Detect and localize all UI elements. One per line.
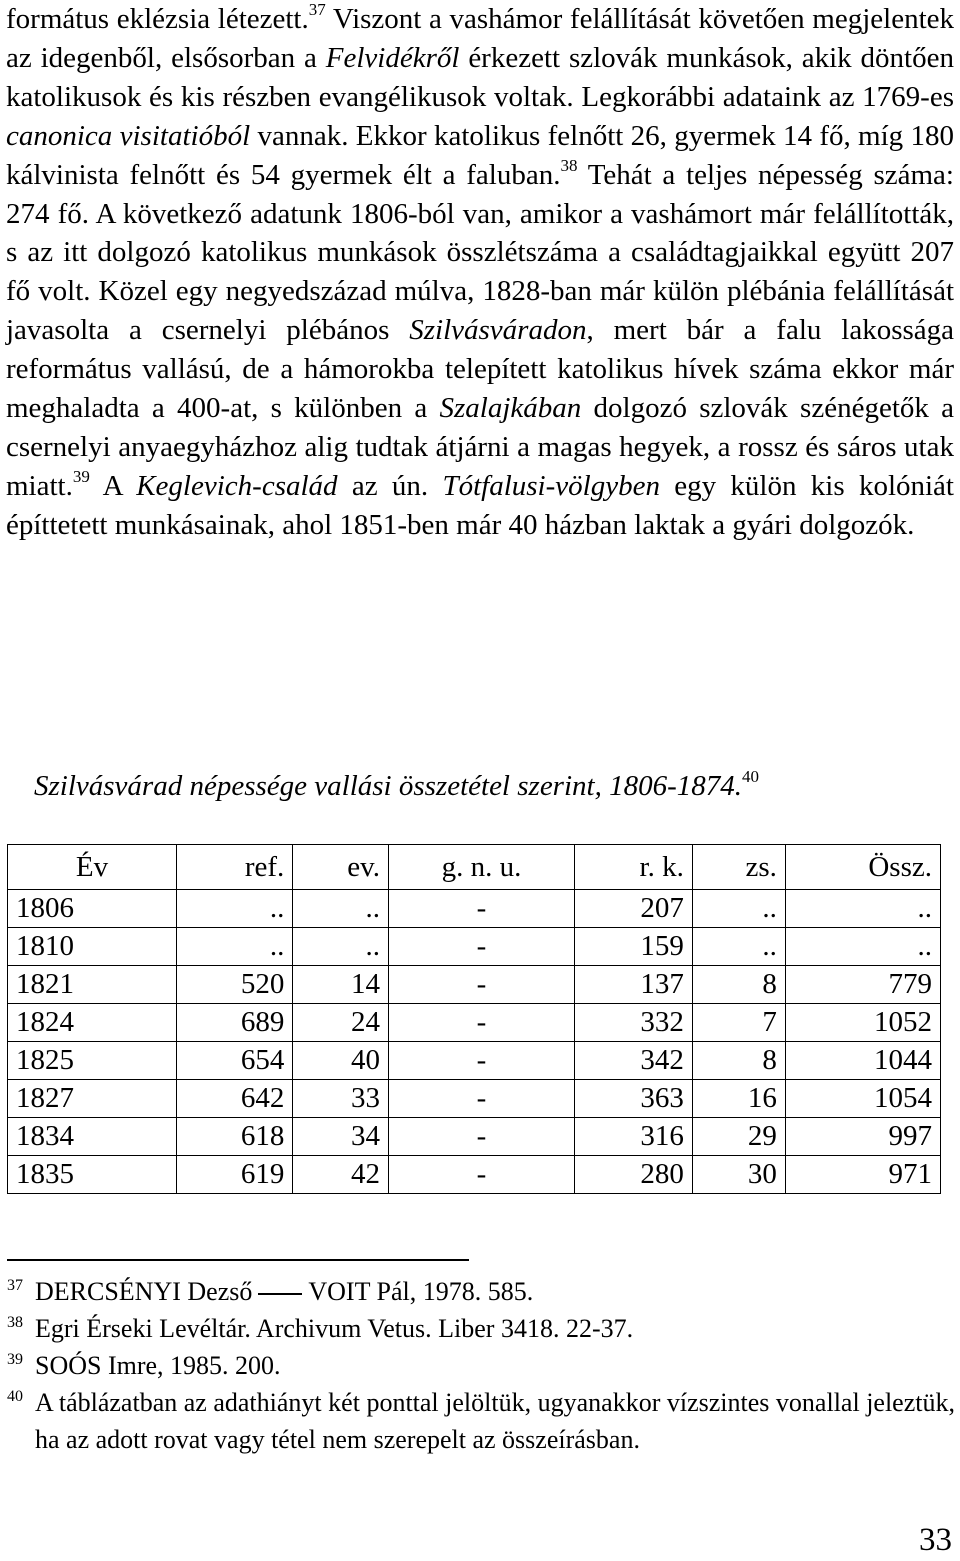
cell-ref: 689 [177, 1004, 293, 1042]
text-run: érkezett szlovák munkások, akik döntően katolikusok és kis részben evangélikusok voltak. Legkorábbi adataink az 1769-es [6, 41, 954, 113]
cell-ev: .. [293, 928, 389, 966]
footnote-text: A táblázatban az adathiányt két ponttal jelöltük, ugyanakkor vízszintes vonallal jeleztük, ha az adott rovat vagy tétel nem szerepelt az összeírásban. [35, 1388, 955, 1454]
cell-gnu: - [388, 928, 574, 966]
footnote-ref-39[interactable]: 39 [72, 467, 90, 487]
text-run: Tehát a teljes népesség száma: 274 fő. A következő adatunk 1806-ból van, amikor a vashámort már felállították, s az itt dolgozó katolikus munkások összlétszáma a családtagjaikkal együtt 207 fő volt. Közel egy negyedszázad múlva, 1828-ban már külön plébánia felállítását javasolta a csernelyi plébános [6, 158, 954, 347]
body-paragraph [6, 0, 954, 545]
header-year: Év [8, 845, 177, 890]
cell-total: 997 [785, 1118, 940, 1156]
footnote-number: 39 [7, 1351, 23, 1368]
cell-zs: 8 [692, 1042, 785, 1080]
footnotes [7, 1273, 955, 1458]
cell-gnu: - [388, 1118, 574, 1156]
cell-rk: 207 [574, 890, 692, 928]
cell-ref: .. [177, 928, 293, 966]
table-row [8, 966, 941, 1004]
cell-ref: 654 [177, 1042, 293, 1080]
cell-zs: 16 [692, 1080, 785, 1118]
table-row [8, 1118, 941, 1156]
footnote-separator [7, 1259, 469, 1261]
text-run: A [89, 469, 137, 502]
table-row [8, 1042, 941, 1080]
cell-rk: 363 [574, 1080, 692, 1118]
cell-year: 1824 [8, 1004, 177, 1042]
cell-rk: 316 [574, 1118, 692, 1156]
footnote-37 [7, 1273, 955, 1310]
italic-place-name: Szilvásváradon [409, 314, 587, 347]
cell-gnu: - [388, 1080, 574, 1118]
cell-year: 1825 [8, 1042, 177, 1080]
italic-place-name: Keglevich-család [136, 469, 338, 502]
text-run: dolgozó szlovák szénégetők a csernelyi anyaegyházhoz alig tudtak átjárni a magas hegyek, a rossz és sáros utak miatt. [6, 392, 954, 502]
footnote-text: SOÓS Imre, 1985. 200. [35, 1351, 281, 1380]
table-row [8, 1080, 941, 1118]
cell-year: 1827 [8, 1080, 177, 1118]
cell-year: 1834 [8, 1118, 177, 1156]
cell-ev: 33 [293, 1080, 389, 1118]
footnote-40 [7, 1384, 955, 1458]
footnote-text [35, 1273, 955, 1310]
cell-zs: 29 [692, 1118, 785, 1156]
table-row [8, 890, 941, 928]
header-ev: ev. [293, 845, 389, 890]
text-run: az ún. [337, 469, 443, 502]
dash-separator [258, 1293, 302, 1295]
cell-gnu: - [388, 1004, 574, 1042]
cell-zs: .. [692, 890, 785, 928]
cell-total: 1044 [785, 1042, 940, 1080]
cell-total: .. [785, 928, 940, 966]
cell-zs: .. [692, 928, 785, 966]
text-run: egy külön kis kolóniát építtetett munkásainak, ahol 1851-ben már 40 házban laktak a gyári dolgozók. [6, 469, 954, 541]
header-gnu: g. n. u. [388, 845, 574, 890]
text-run: vannak. Ekkor katolikus felnőtt 26, gyermek 14 fő, míg 180 kálvinista felnőtt és 54 gyermek élt a faluban. [6, 119, 954, 191]
population-table [7, 844, 941, 1194]
cell-total: 971 [785, 1156, 940, 1194]
cell-total: 779 [785, 966, 940, 1004]
cell-ev: 40 [293, 1042, 389, 1080]
footnote-author: VOIT Pál, 1978. 585. [308, 1277, 534, 1306]
header-zs: zs. [692, 845, 785, 890]
table-row [8, 928, 941, 966]
cell-year: 1806 [8, 890, 177, 928]
table-row [8, 1156, 941, 1194]
cell-ev: 24 [293, 1004, 389, 1042]
text-run: formátus eklézsia létezett. [6, 3, 309, 35]
italic-latin-term: canonica visitatióból [6, 119, 251, 152]
header-total: Össz. [785, 845, 940, 890]
cell-rk: 280 [574, 1156, 692, 1194]
footnote-ref-40[interactable]: 40 [742, 767, 759, 787]
cell-rk: 137 [574, 966, 692, 1004]
italic-place-name: Szalajkában [439, 392, 582, 425]
cell-total: .. [785, 890, 940, 928]
cell-year: 1810 [8, 928, 177, 966]
italic-place-name: Tótfalusi-völgyben [442, 469, 660, 502]
footnote-number: 37 [7, 1277, 23, 1294]
cell-ref: 618 [177, 1118, 293, 1156]
cell-zs: 7 [692, 1004, 785, 1042]
cell-year: 1835 [8, 1156, 177, 1194]
footnote-38 [7, 1310, 955, 1347]
cell-gnu: - [388, 966, 574, 1004]
cell-gnu: - [388, 1156, 574, 1194]
footnote-number: 40 [7, 1388, 23, 1405]
footnote-39 [7, 1347, 955, 1384]
cell-rk: 159 [574, 928, 692, 966]
footnote-number: 38 [7, 1314, 23, 1331]
cell-gnu: - [388, 890, 574, 928]
text-run: , mert bár a falu lakossága református vallású, de a hámorokba telepített katolikus hívek száma ekkor már meghaladta a 400-at, s különben a [6, 314, 955, 425]
cell-ev: 34 [293, 1118, 389, 1156]
cell-total: 1052 [785, 1004, 940, 1042]
cell-ref: .. [177, 890, 293, 928]
cell-rk: 332 [574, 1004, 692, 1042]
table-caption [34, 767, 759, 803]
cell-ref: 619 [177, 1156, 293, 1194]
cell-ref: 520 [177, 966, 293, 1004]
text-run: Viszont a vashámor felállítását követően megjelentek az idegenből, elsősorban a [6, 3, 955, 74]
cell-gnu: - [388, 1042, 574, 1080]
footnote-author: DERCSÉNYI Dezső [35, 1277, 253, 1306]
table-header-row [8, 845, 941, 890]
cell-ev: 42 [293, 1156, 389, 1194]
page-number: 33 [919, 1522, 952, 1558]
footnote-ref-38[interactable]: 38 [560, 155, 578, 175]
italic-place-name: Felvidékről [325, 41, 460, 74]
cell-year: 1821 [8, 966, 177, 1004]
cell-zs: 8 [692, 966, 785, 1004]
cell-ev: .. [293, 890, 389, 928]
footnote-text: Egri Érseki Levéltár. Archivum Vetus. Liber 3418. 22-37. [35, 1314, 634, 1343]
cell-total: 1054 [785, 1080, 940, 1118]
header-ref: ref. [177, 845, 293, 890]
cell-ref: 642 [177, 1080, 293, 1118]
cell-rk: 342 [574, 1042, 692, 1080]
table-row [8, 1004, 941, 1042]
cell-zs: 30 [692, 1156, 785, 1194]
header-rk: r. k. [574, 845, 692, 890]
table-caption-text: Szilvásvárad népessége vallási összetétel szerint, 1806-1874. [34, 770, 742, 802]
footnote-ref-37[interactable]: 37 [308, 0, 326, 20]
cell-ev: 14 [293, 966, 389, 1004]
